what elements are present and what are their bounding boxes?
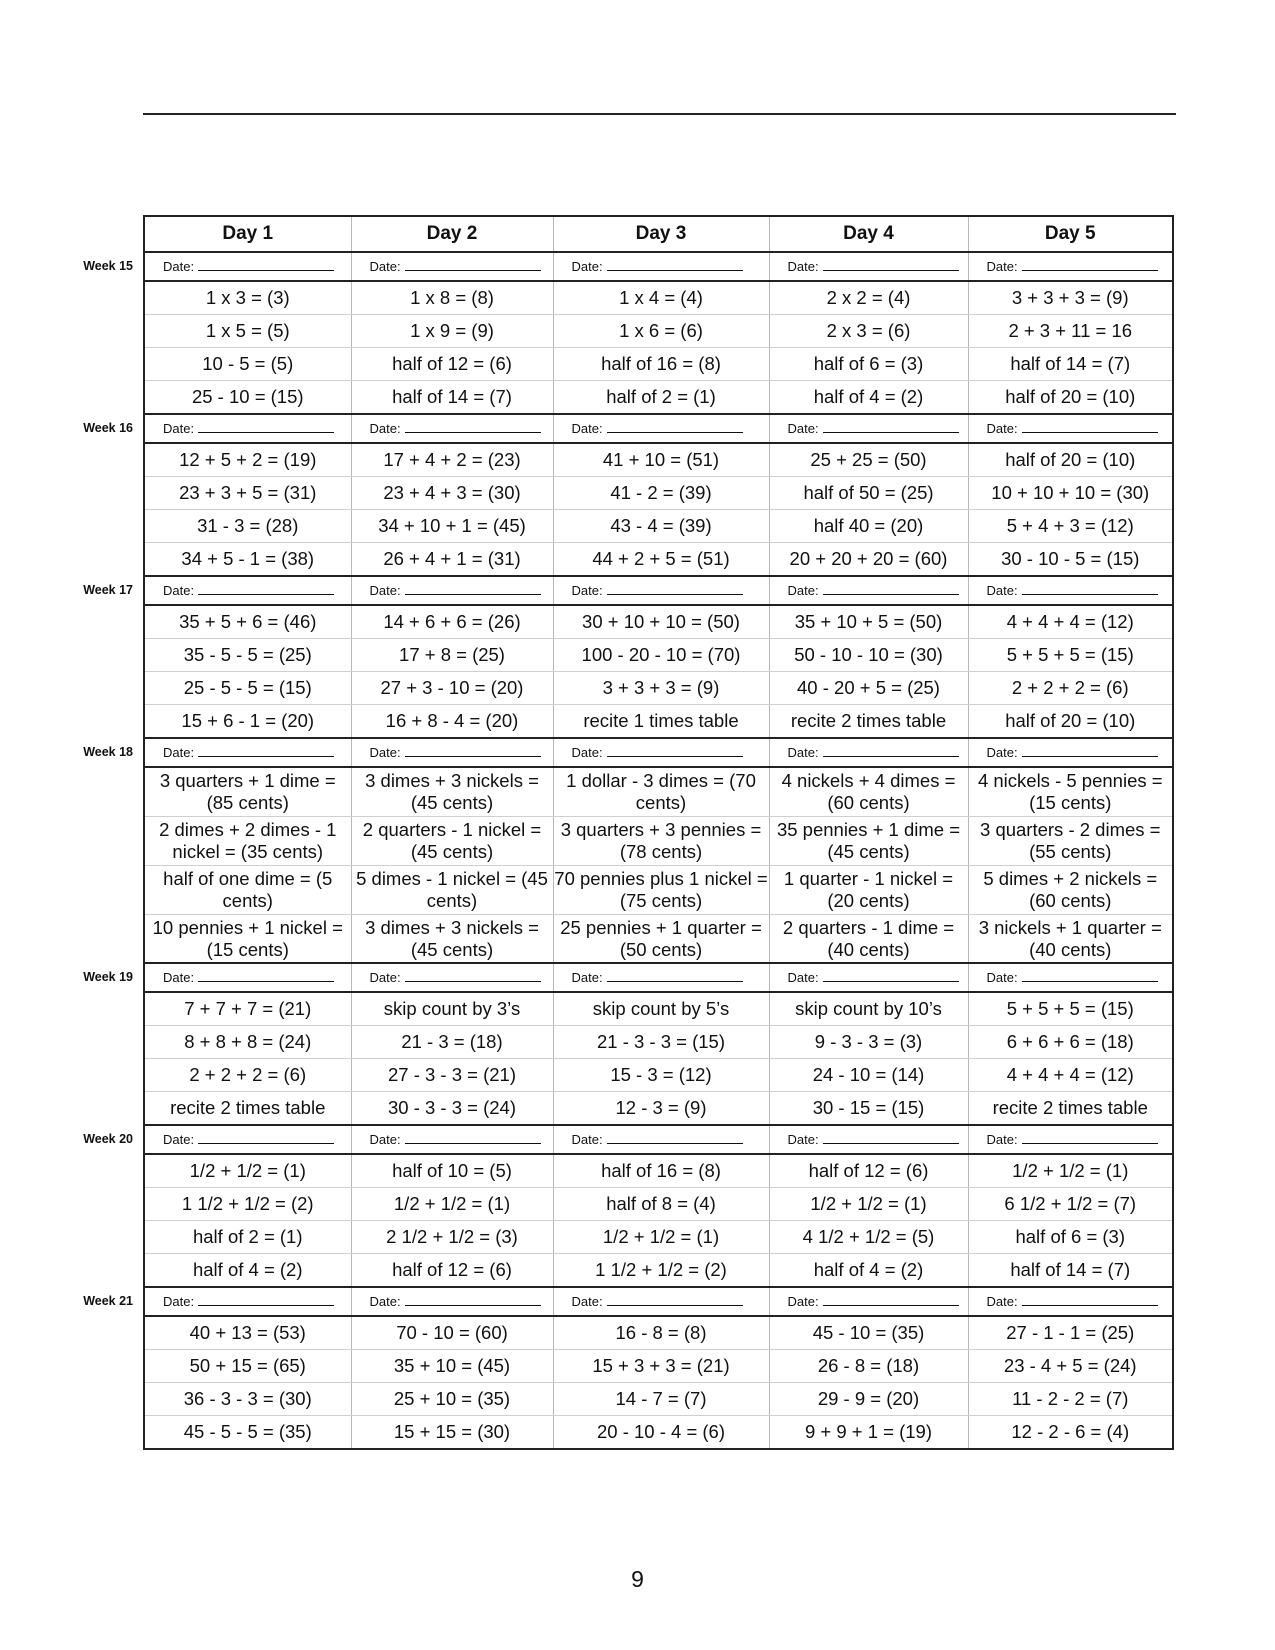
problem-cell: 5 + 4 + 3 = (12)	[968, 510, 1173, 543]
problem-cell: 30 - 3 - 3 = (24)	[351, 1092, 553, 1126]
problem-row	[144, 1154, 1173, 1188]
date-row	[144, 1125, 1173, 1154]
problem-cell: 3 + 3 + 3 = (9)	[968, 281, 1173, 315]
problem-row	[144, 992, 1173, 1026]
problem-cell: 5 + 5 + 5 = (15)	[968, 639, 1173, 672]
date-blank-line[interactable]	[823, 421, 959, 433]
problem-cell: 23 + 3 + 5 = (31)	[144, 477, 351, 510]
problem-cell: 1 1/2 + 1/2 = (2)	[144, 1188, 351, 1221]
date-cell[interactable]	[968, 252, 1173, 281]
problem-cell: 29 - 9 = (20)	[769, 1383, 968, 1416]
problem-cell: 15 + 6 - 1 = (20)	[144, 705, 351, 739]
problem-cell: 4 + 4 + 4 = (12)	[968, 1059, 1173, 1092]
problem-cell: 2 x 3 = (6)	[769, 315, 968, 348]
problem-cell: recite 2 times table	[968, 1092, 1173, 1126]
date-cell[interactable]	[351, 576, 553, 605]
problem-cell: 25 + 25 = (50)	[769, 443, 968, 477]
problem-cell: 14 + 6 + 6 = (26)	[351, 605, 553, 639]
date-blank-line[interactable]	[198, 1294, 334, 1306]
problem-cell: 25 - 5 - 5 = (15)	[144, 672, 351, 705]
problem-cell: 12 - 3 = (9)	[553, 1092, 769, 1126]
date-cell[interactable]	[351, 414, 553, 443]
date-blank-line[interactable]	[198, 421, 334, 433]
problem-cell: 1 x 6 = (6)	[553, 315, 769, 348]
problem-cell: 6 + 6 + 6 = (18)	[968, 1026, 1173, 1059]
problem-row	[144, 817, 1173, 866]
problem-cell: half of 4 = (2)	[769, 1254, 968, 1288]
problem-cell: 35 - 5 - 5 = (25)	[144, 639, 351, 672]
problem-cell: 1/2 + 1/2 = (1)	[351, 1188, 553, 1221]
problem-row	[144, 866, 1173, 915]
problem-cell: 17 + 8 = (25)	[351, 639, 553, 672]
problem-cell: 30 + 10 + 10 = (50)	[553, 605, 769, 639]
date-blank-line[interactable]	[405, 970, 541, 982]
problem-cell: 14 - 7 = (7)	[553, 1383, 769, 1416]
day-header: Day 5	[968, 216, 1173, 252]
problem-cell: 4 1/2 + 1/2 = (5)	[769, 1221, 968, 1254]
problem-row	[144, 1092, 1173, 1126]
problem-cell: 27 + 3 - 10 = (20)	[351, 672, 553, 705]
date-cell[interactable]	[144, 576, 351, 605]
problem-cell: 43 - 4 = (39)	[553, 510, 769, 543]
problem-cell: 1 x 8 = (8)	[351, 281, 553, 315]
date-blank-line[interactable]	[607, 1132, 743, 1144]
date-cell[interactable]	[144, 963, 351, 992]
problem-row	[144, 510, 1173, 543]
date-blank-line[interactable]	[607, 421, 743, 433]
problem-cell: 35 + 10 + 5 = (50)	[769, 605, 968, 639]
problem-cell: 11 - 2 - 2 = (7)	[968, 1383, 1173, 1416]
date-label: Date:	[163, 421, 195, 436]
problem-cell: recite 1 times table	[553, 705, 769, 739]
date-cell[interactable]	[351, 1287, 553, 1316]
problem-cell: 2 + 3 + 11 = 16	[968, 315, 1173, 348]
problem-cell: half of 14 = (7)	[968, 348, 1173, 381]
problem-row	[144, 1221, 1173, 1254]
problem-cell: half of 20 = (10)	[968, 443, 1173, 477]
problem-cell: 10 + 10 + 10 = (30)	[968, 477, 1173, 510]
problem-row	[144, 477, 1173, 510]
date-label: Date:	[571, 583, 603, 598]
problem-cell: 1/2 + 1/2 = (1)	[968, 1154, 1173, 1188]
problem-cell: 4 nickels + 4 dimes = (60 cents)	[769, 767, 968, 817]
date-cell[interactable]	[968, 1125, 1173, 1154]
problem-cell: 10 pennies + 1 nickel = (15 cents)	[144, 915, 351, 964]
problem-cell: 21 - 3 - 3 = (15)	[553, 1026, 769, 1059]
date-cell[interactable]	[553, 738, 769, 767]
date-row	[144, 576, 1173, 605]
problem-row	[144, 1026, 1173, 1059]
date-blank-line[interactable]	[1022, 421, 1158, 433]
problem-cell: skip count by 3’s	[351, 992, 553, 1026]
problem-cell: 3 + 3 + 3 = (9)	[553, 672, 769, 705]
problem-cell: half of 6 = (3)	[769, 348, 968, 381]
problem-cell: 1/2 + 1/2 = (1)	[769, 1188, 968, 1221]
date-label: Date:	[163, 259, 195, 274]
date-blank-line[interactable]	[198, 583, 334, 595]
week-label: Week 18	[83, 744, 133, 759]
problem-cell: 2 x 2 = (4)	[769, 281, 968, 315]
date-label: Date:	[787, 1132, 819, 1147]
problem-cell: 50 + 15 = (65)	[144, 1350, 351, 1383]
date-label: Date:	[369, 259, 401, 274]
date-blank-line[interactable]	[1022, 745, 1158, 757]
problem-cell: 36 - 3 - 3 = (30)	[144, 1383, 351, 1416]
problem-cell: 26 - 8 = (18)	[769, 1350, 968, 1383]
problem-cell: 17 + 4 + 2 = (23)	[351, 443, 553, 477]
date-cell[interactable]	[769, 576, 968, 605]
date-blank-line[interactable]	[1022, 1132, 1158, 1144]
date-label: Date:	[571, 1132, 603, 1147]
problem-cell: 1/2 + 1/2 = (1)	[144, 1154, 351, 1188]
date-label: Date:	[986, 259, 1018, 274]
date-cell[interactable]	[144, 414, 351, 443]
problem-cell: 1 quarter - 1 nickel = (20 cents)	[769, 866, 968, 915]
date-label: Date:	[787, 1294, 819, 1309]
problem-cell: 27 - 1 - 1 = (25)	[968, 1316, 1173, 1350]
problem-cell: 8 + 8 + 8 = (24)	[144, 1026, 351, 1059]
date-label: Date:	[571, 1294, 603, 1309]
problem-cell: 2 + 2 + 2 = (6)	[144, 1059, 351, 1092]
date-cell[interactable]	[351, 252, 553, 281]
problem-row	[144, 381, 1173, 415]
problem-cell: 34 + 10 + 1 = (45)	[351, 510, 553, 543]
date-cell[interactable]	[144, 252, 351, 281]
date-cell[interactable]	[144, 738, 351, 767]
problem-cell: half of 16 = (8)	[553, 348, 769, 381]
date-cell[interactable]	[553, 1287, 769, 1316]
date-cell[interactable]	[968, 414, 1173, 443]
date-blank-line[interactable]	[607, 970, 743, 982]
problem-cell: half of 6 = (3)	[968, 1221, 1173, 1254]
problem-cell: 1 x 9 = (9)	[351, 315, 553, 348]
problem-row	[144, 915, 1173, 964]
date-blank-line[interactable]	[198, 259, 334, 271]
date-label: Date:	[986, 1132, 1018, 1147]
date-label: Date:	[986, 745, 1018, 760]
date-cell[interactable]	[351, 963, 553, 992]
problem-cell: 1 x 4 = (4)	[553, 281, 769, 315]
problem-cell: 12 - 2 - 6 = (4)	[968, 1416, 1173, 1450]
problem-cell: 41 - 2 = (39)	[553, 477, 769, 510]
problem-cell: 20 + 20 + 20 = (60)	[769, 543, 968, 577]
problem-cell: 3 quarters + 1 dime = (85 cents)	[144, 767, 351, 817]
date-label: Date:	[369, 421, 401, 436]
problem-cell: skip count by 10’s	[769, 992, 968, 1026]
problem-cell: 3 dimes + 3 nickels = (45 cents)	[351, 915, 553, 964]
day-header: Day 4	[769, 216, 968, 252]
day-header-row	[144, 216, 1173, 252]
header-rule	[143, 113, 1176, 115]
problem-cell: 24 - 10 = (14)	[769, 1059, 968, 1092]
problem-cell: half of 2 = (1)	[553, 381, 769, 415]
date-label: Date:	[163, 970, 195, 985]
date-label: Date:	[571, 259, 603, 274]
date-blank-line[interactable]	[823, 583, 959, 595]
problem-cell: 7 + 7 + 7 = (21)	[144, 992, 351, 1026]
problem-cell: 15 - 3 = (12)	[553, 1059, 769, 1092]
problem-cell: half of 20 = (10)	[968, 705, 1173, 739]
date-label: Date:	[787, 259, 819, 274]
date-blank-line[interactable]	[198, 1132, 334, 1144]
problem-cell: 70 pennies plus 1 nickel = (75 cents)	[553, 866, 769, 915]
problem-row	[144, 1059, 1173, 1092]
problem-cell: 2 quarters - 1 dime = (40 cents)	[769, 915, 968, 964]
problem-cell: 35 + 10 = (45)	[351, 1350, 553, 1383]
date-label: Date:	[369, 583, 401, 598]
problem-cell: 1/2 + 1/2 = (1)	[553, 1221, 769, 1254]
problem-cell: 25 - 10 = (15)	[144, 381, 351, 415]
problem-cell: 40 + 13 = (53)	[144, 1316, 351, 1350]
date-blank-line[interactable]	[607, 745, 743, 757]
day-header: Day 3	[553, 216, 769, 252]
date-cell[interactable]	[968, 1287, 1173, 1316]
problem-cell: half of one dime = (5 cents)	[144, 866, 351, 915]
date-blank-line[interactable]	[823, 1294, 959, 1306]
date-cell[interactable]	[553, 252, 769, 281]
problem-row	[144, 543, 1173, 577]
weekly-math-table	[143, 215, 1174, 1450]
date-blank-line[interactable]	[405, 1294, 541, 1306]
date-cell[interactable]	[553, 576, 769, 605]
problem-cell: recite 2 times table	[144, 1092, 351, 1126]
problem-row	[144, 1383, 1173, 1416]
problem-cell: half of 14 = (7)	[351, 381, 553, 415]
date-label: Date:	[986, 421, 1018, 436]
date-label: Date:	[571, 970, 603, 985]
problem-cell: half of 50 = (25)	[769, 477, 968, 510]
problem-cell: 12 + 5 + 2 = (19)	[144, 443, 351, 477]
problem-cell: 26 + 4 + 1 = (31)	[351, 543, 553, 577]
problem-cell: 16 - 8 = (8)	[553, 1316, 769, 1350]
date-label: Date:	[787, 970, 819, 985]
problem-row	[144, 605, 1173, 639]
problem-row	[144, 639, 1173, 672]
problem-cell: 30 - 10 - 5 = (15)	[968, 543, 1173, 577]
problem-cell: 35 + 5 + 6 = (46)	[144, 605, 351, 639]
problem-cell: half of 4 = (2)	[144, 1254, 351, 1288]
problem-row	[144, 1188, 1173, 1221]
date-label: Date:	[369, 1132, 401, 1147]
problem-cell: 9 + 9 + 1 = (19)	[769, 1416, 968, 1450]
date-blank-line[interactable]	[405, 421, 541, 433]
date-label: Date:	[163, 1294, 195, 1309]
problem-cell: 9 - 3 - 3 = (3)	[769, 1026, 968, 1059]
problem-row	[144, 281, 1173, 315]
week-label: Week 19	[83, 969, 133, 984]
problem-cell: 44 + 2 + 5 = (51)	[553, 543, 769, 577]
problem-cell: 5 dimes - 1 nickel = (45 cents)	[351, 866, 553, 915]
day-header: Day 2	[351, 216, 553, 252]
problem-row	[144, 1254, 1173, 1288]
date-label: Date:	[369, 1294, 401, 1309]
date-blank-line[interactable]	[607, 1294, 743, 1306]
date-cell[interactable]	[553, 414, 769, 443]
date-cell[interactable]	[968, 576, 1173, 605]
problem-cell: half of 10 = (5)	[351, 1154, 553, 1188]
problem-cell: 70 - 10 = (60)	[351, 1316, 553, 1350]
problem-cell: 3 quarters + 3 pennies = (78 cents)	[553, 817, 769, 866]
date-blank-line[interactable]	[1022, 1294, 1158, 1306]
problem-cell: 6 1/2 + 1/2 = (7)	[968, 1188, 1173, 1221]
date-label: Date:	[571, 745, 603, 760]
problem-cell: 4 nickels - 5 pennies = (15 cents)	[968, 767, 1173, 817]
week-label: Week 21	[83, 1293, 133, 1308]
date-label: Date:	[163, 745, 195, 760]
date-cell[interactable]	[769, 1287, 968, 1316]
problem-cell: half of 4 = (2)	[769, 381, 968, 415]
date-label: Date:	[163, 583, 195, 598]
date-cell[interactable]	[553, 963, 769, 992]
problem-cell: 3 dimes + 3 nickels = (45 cents)	[351, 767, 553, 817]
date-row	[144, 963, 1173, 992]
problem-cell: 21 - 3 = (18)	[351, 1026, 553, 1059]
date-cell[interactable]	[769, 963, 968, 992]
date-blank-line[interactable]	[405, 1132, 541, 1144]
date-blank-line[interactable]	[823, 970, 959, 982]
week-label: Week 20	[83, 1131, 133, 1146]
date-label: Date:	[787, 421, 819, 436]
problem-cell: half of 8 = (4)	[553, 1188, 769, 1221]
problem-cell: 50 - 10 - 10 = (30)	[769, 639, 968, 672]
problem-cell: 2 1/2 + 1/2 = (3)	[351, 1221, 553, 1254]
week-label: Week 16	[83, 420, 133, 435]
problem-cell: 100 - 20 - 10 = (70)	[553, 639, 769, 672]
problem-cell: 34 + 5 - 1 = (38)	[144, 543, 351, 577]
problem-cell: 25 + 10 = (35)	[351, 1383, 553, 1416]
date-label: Date:	[571, 421, 603, 436]
problem-cell: 2 + 2 + 2 = (6)	[968, 672, 1173, 705]
problem-cell: half 40 = (20)	[769, 510, 968, 543]
problem-cell: 45 - 5 - 5 = (35)	[144, 1416, 351, 1450]
problem-cell: 1 x 3 = (3)	[144, 281, 351, 315]
date-blank-line[interactable]	[823, 745, 959, 757]
problem-cell: half of 12 = (6)	[351, 348, 553, 381]
week-label: Week 15	[83, 258, 133, 273]
date-cell[interactable]	[144, 1125, 351, 1154]
date-row	[144, 414, 1173, 443]
problem-cell: 2 quarters - 1 nickel = (45 cents)	[351, 817, 553, 866]
date-blank-line[interactable]	[1022, 970, 1158, 982]
date-cell[interactable]	[968, 963, 1173, 992]
problem-cell: 15 + 15 = (30)	[351, 1416, 553, 1450]
problem-cell: 5 dimes + 2 nickels = (60 cents)	[968, 866, 1173, 915]
date-blank-line[interactable]	[198, 970, 334, 982]
date-label: Date:	[369, 745, 401, 760]
date-label: Date:	[986, 583, 1018, 598]
problem-cell: half of 16 = (8)	[553, 1154, 769, 1188]
problem-cell: half of 20 = (10)	[968, 381, 1173, 415]
problem-cell: 15 + 3 + 3 = (21)	[553, 1350, 769, 1383]
date-label: Date:	[163, 1132, 195, 1147]
date-blank-line[interactable]	[405, 583, 541, 595]
problem-cell: 25 pennies + 1 quarter = (50 cents)	[553, 915, 769, 964]
problem-cell: recite 2 times table	[769, 705, 968, 739]
problem-cell: 20 - 10 - 4 = (6)	[553, 1416, 769, 1450]
date-label: Date:	[986, 1294, 1018, 1309]
date-label: Date:	[369, 970, 401, 985]
problem-cell: 31 - 3 = (28)	[144, 510, 351, 543]
problem-cell: 23 - 4 + 5 = (24)	[968, 1350, 1173, 1383]
date-cell[interactable]	[769, 252, 968, 281]
week-label: Week 17	[83, 582, 133, 597]
problem-cell: 3 nickels + 1 quarter = (40 cents)	[968, 915, 1173, 964]
date-cell[interactable]	[769, 414, 968, 443]
problem-cell: 16 + 8 - 4 = (20)	[351, 705, 553, 739]
problem-cell: 35 pennies + 1 dime = (45 cents)	[769, 817, 968, 866]
problem-cell: 10 - 5 = (5)	[144, 348, 351, 381]
date-blank-line[interactable]	[1022, 259, 1158, 271]
problem-cell: 2 dimes + 2 dimes - 1 nickel = (35 cents)	[144, 817, 351, 866]
problem-cell: 27 - 3 - 3 = (21)	[351, 1059, 553, 1092]
problem-cell: 3 quarters - 2 dimes = (55 cents)	[968, 817, 1173, 866]
date-blank-line[interactable]	[405, 745, 541, 757]
date-blank-line[interactable]	[198, 745, 334, 757]
date-blank-line[interactable]	[823, 1132, 959, 1144]
problem-cell: 41 + 10 = (51)	[553, 443, 769, 477]
date-blank-line[interactable]	[823, 259, 959, 271]
date-row	[144, 1287, 1173, 1316]
date-blank-line[interactable]	[1022, 583, 1158, 595]
date-cell[interactable]	[351, 1125, 553, 1154]
problem-cell: 1 1/2 + 1/2 = (2)	[553, 1254, 769, 1288]
problem-row	[144, 672, 1173, 705]
problem-row	[144, 767, 1173, 817]
date-cell[interactable]	[769, 1125, 968, 1154]
problem-row	[144, 1416, 1173, 1450]
problem-row	[144, 1350, 1173, 1383]
page-number: 9	[631, 1566, 644, 1592]
problem-cell: 1 dollar - 3 dimes = (70 cents)	[553, 767, 769, 817]
date-blank-line[interactable]	[607, 583, 743, 595]
date-label: Date:	[787, 583, 819, 598]
date-cell[interactable]	[968, 738, 1173, 767]
day-header: Day 1	[144, 216, 351, 252]
problem-cell: half of 12 = (6)	[351, 1254, 553, 1288]
problem-cell: 45 - 10 = (35)	[769, 1316, 968, 1350]
problem-row	[144, 348, 1173, 381]
date-blank-line[interactable]	[607, 259, 743, 271]
problem-row	[144, 443, 1173, 477]
date-cell[interactable]	[144, 1287, 351, 1316]
date-label: Date:	[986, 970, 1018, 985]
problem-cell: 40 - 20 + 5 = (25)	[769, 672, 968, 705]
date-row	[144, 738, 1173, 767]
problem-cell: half of 14 = (7)	[968, 1254, 1173, 1288]
problem-cell: skip count by 5’s	[553, 992, 769, 1026]
date-row	[144, 252, 1173, 281]
date-cell[interactable]	[769, 738, 968, 767]
problem-cell: half of 12 = (6)	[769, 1154, 968, 1188]
problem-cell: 4 + 4 + 4 = (12)	[968, 605, 1173, 639]
problem-row	[144, 315, 1173, 348]
date-cell[interactable]	[351, 738, 553, 767]
date-cell[interactable]	[553, 1125, 769, 1154]
date-label: Date:	[787, 745, 819, 760]
problem-cell: 23 + 4 + 3 = (30)	[351, 477, 553, 510]
problem-cell: half of 2 = (1)	[144, 1221, 351, 1254]
problem-cell: 1 x 5 = (5)	[144, 315, 351, 348]
date-blank-line[interactable]	[405, 259, 541, 271]
problem-row	[144, 1316, 1173, 1350]
problem-cell: 30 - 15 = (15)	[769, 1092, 968, 1126]
problem-row	[144, 705, 1173, 739]
problem-cell: 5 + 5 + 5 = (15)	[968, 992, 1173, 1026]
